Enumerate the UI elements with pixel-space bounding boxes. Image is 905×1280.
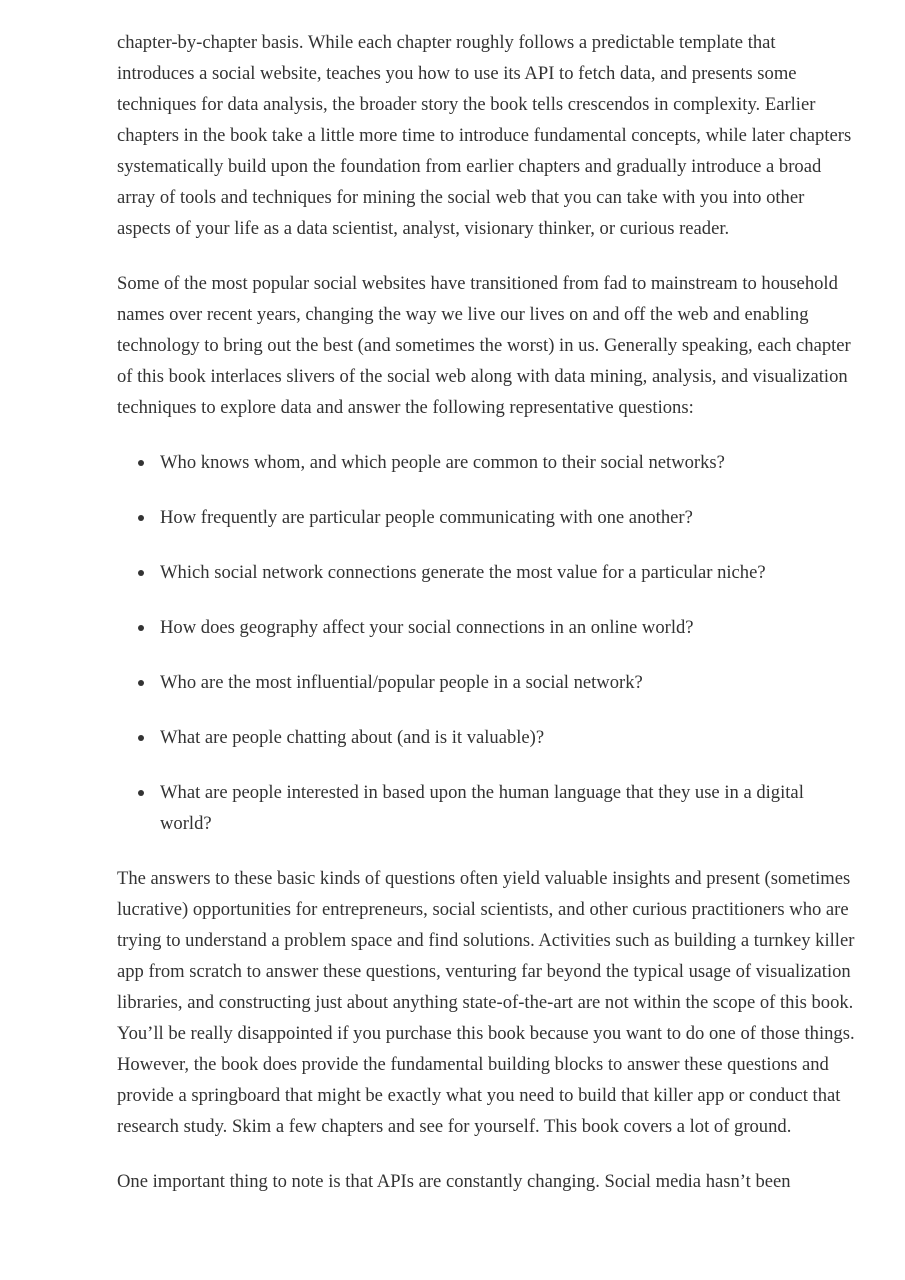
questions-list (117, 447, 857, 839)
list-item-text: What are people chatting about (and is it valuable)? (160, 727, 545, 748)
list-item (117, 777, 857, 839)
list-item (117, 502, 857, 533)
list-item-text: How does geography affect your social connections in an online world? (160, 617, 694, 638)
list-item (117, 612, 857, 643)
bullet-icon (138, 790, 144, 796)
list-item-text: Which social network connections generate the most value for a particular niche? (160, 562, 766, 583)
bullet-icon (138, 680, 144, 686)
paragraph-apis: One important thing to note is that APIs are constantly changing. Social media hasn’t been (117, 1171, 791, 1192)
list-item (117, 447, 857, 478)
document-page (117, 27, 857, 1197)
list-item-text: How frequently are particular people communicating with one another? (160, 507, 693, 528)
bullet-icon (138, 570, 144, 576)
list-item (117, 557, 857, 588)
bullet-icon (138, 625, 144, 631)
bullet-icon (138, 735, 144, 741)
bullet-icon (138, 460, 144, 466)
list-item-text: What are people interested in based upon the human language that they use in a digital world? (160, 782, 804, 834)
list-item-text: Who knows whom, and which people are common to their social networks? (160, 452, 725, 473)
bullet-icon (138, 515, 144, 521)
list-item-text: Who are the most influential/popular people in a social network? (160, 672, 643, 693)
list-item (117, 722, 857, 753)
paragraph-social-websites: Some of the most popular social websites have transitioned from fad to mainstream to household names over recent years, changing the way we live our lives on and off the web and enabling technology to bring out the best (and sometimes the worst) in us. Generally speaking, each chapter of this book interlaces slivers of the social web along with data mining, analysis, and visualization techniques to explore data and answer the following representative questions: (117, 273, 851, 418)
paragraph-gap (117, 244, 857, 268)
paragraph-answers: The answers to these basic kinds of questions often yield valuable insights and present (sometimes lucrative) opportunities for entrepreneurs, social scientists, and other curious practitioners who are trying to understand a problem space and find solutions. Activities such as building a turnkey killer app from scratch to answer these questions, venturing far beyond the typical usage of visualization libraries, and constructing just about anything state-of-the-art are not within the scope of this book. You’ll be really disappointed if you purchase this book because you want to do one of those things. However, the book does provide the fundamental building blocks to answer these questions and provide a springboard that might be exactly what you need to build that killer app or conduct that research study. Skim a few chapters and see for yourself. This book covers a lot of ground. (117, 868, 855, 1137)
paragraph-gap (117, 1142, 857, 1166)
paragraph-gap (117, 423, 857, 447)
list-item (117, 667, 857, 698)
paragraph-intro: chapter-by-chapter basis. While each chapter roughly follows a predictable template that introduces a social website, teaches you how to use its API to fetch data, and presents some techniques for data analysis, the broader story the book tells crescendos in complexity. Earlier chapters in the book take a little more time to introduce fundamental concepts, while later chapters systematically build upon the foundation from earlier chapters and gradually introduce a broad array of tools and techniques for mining the social web that you can take with you into other aspects of your life as a data scientist, analyst, visionary thinker, or curious reader. (117, 32, 852, 239)
